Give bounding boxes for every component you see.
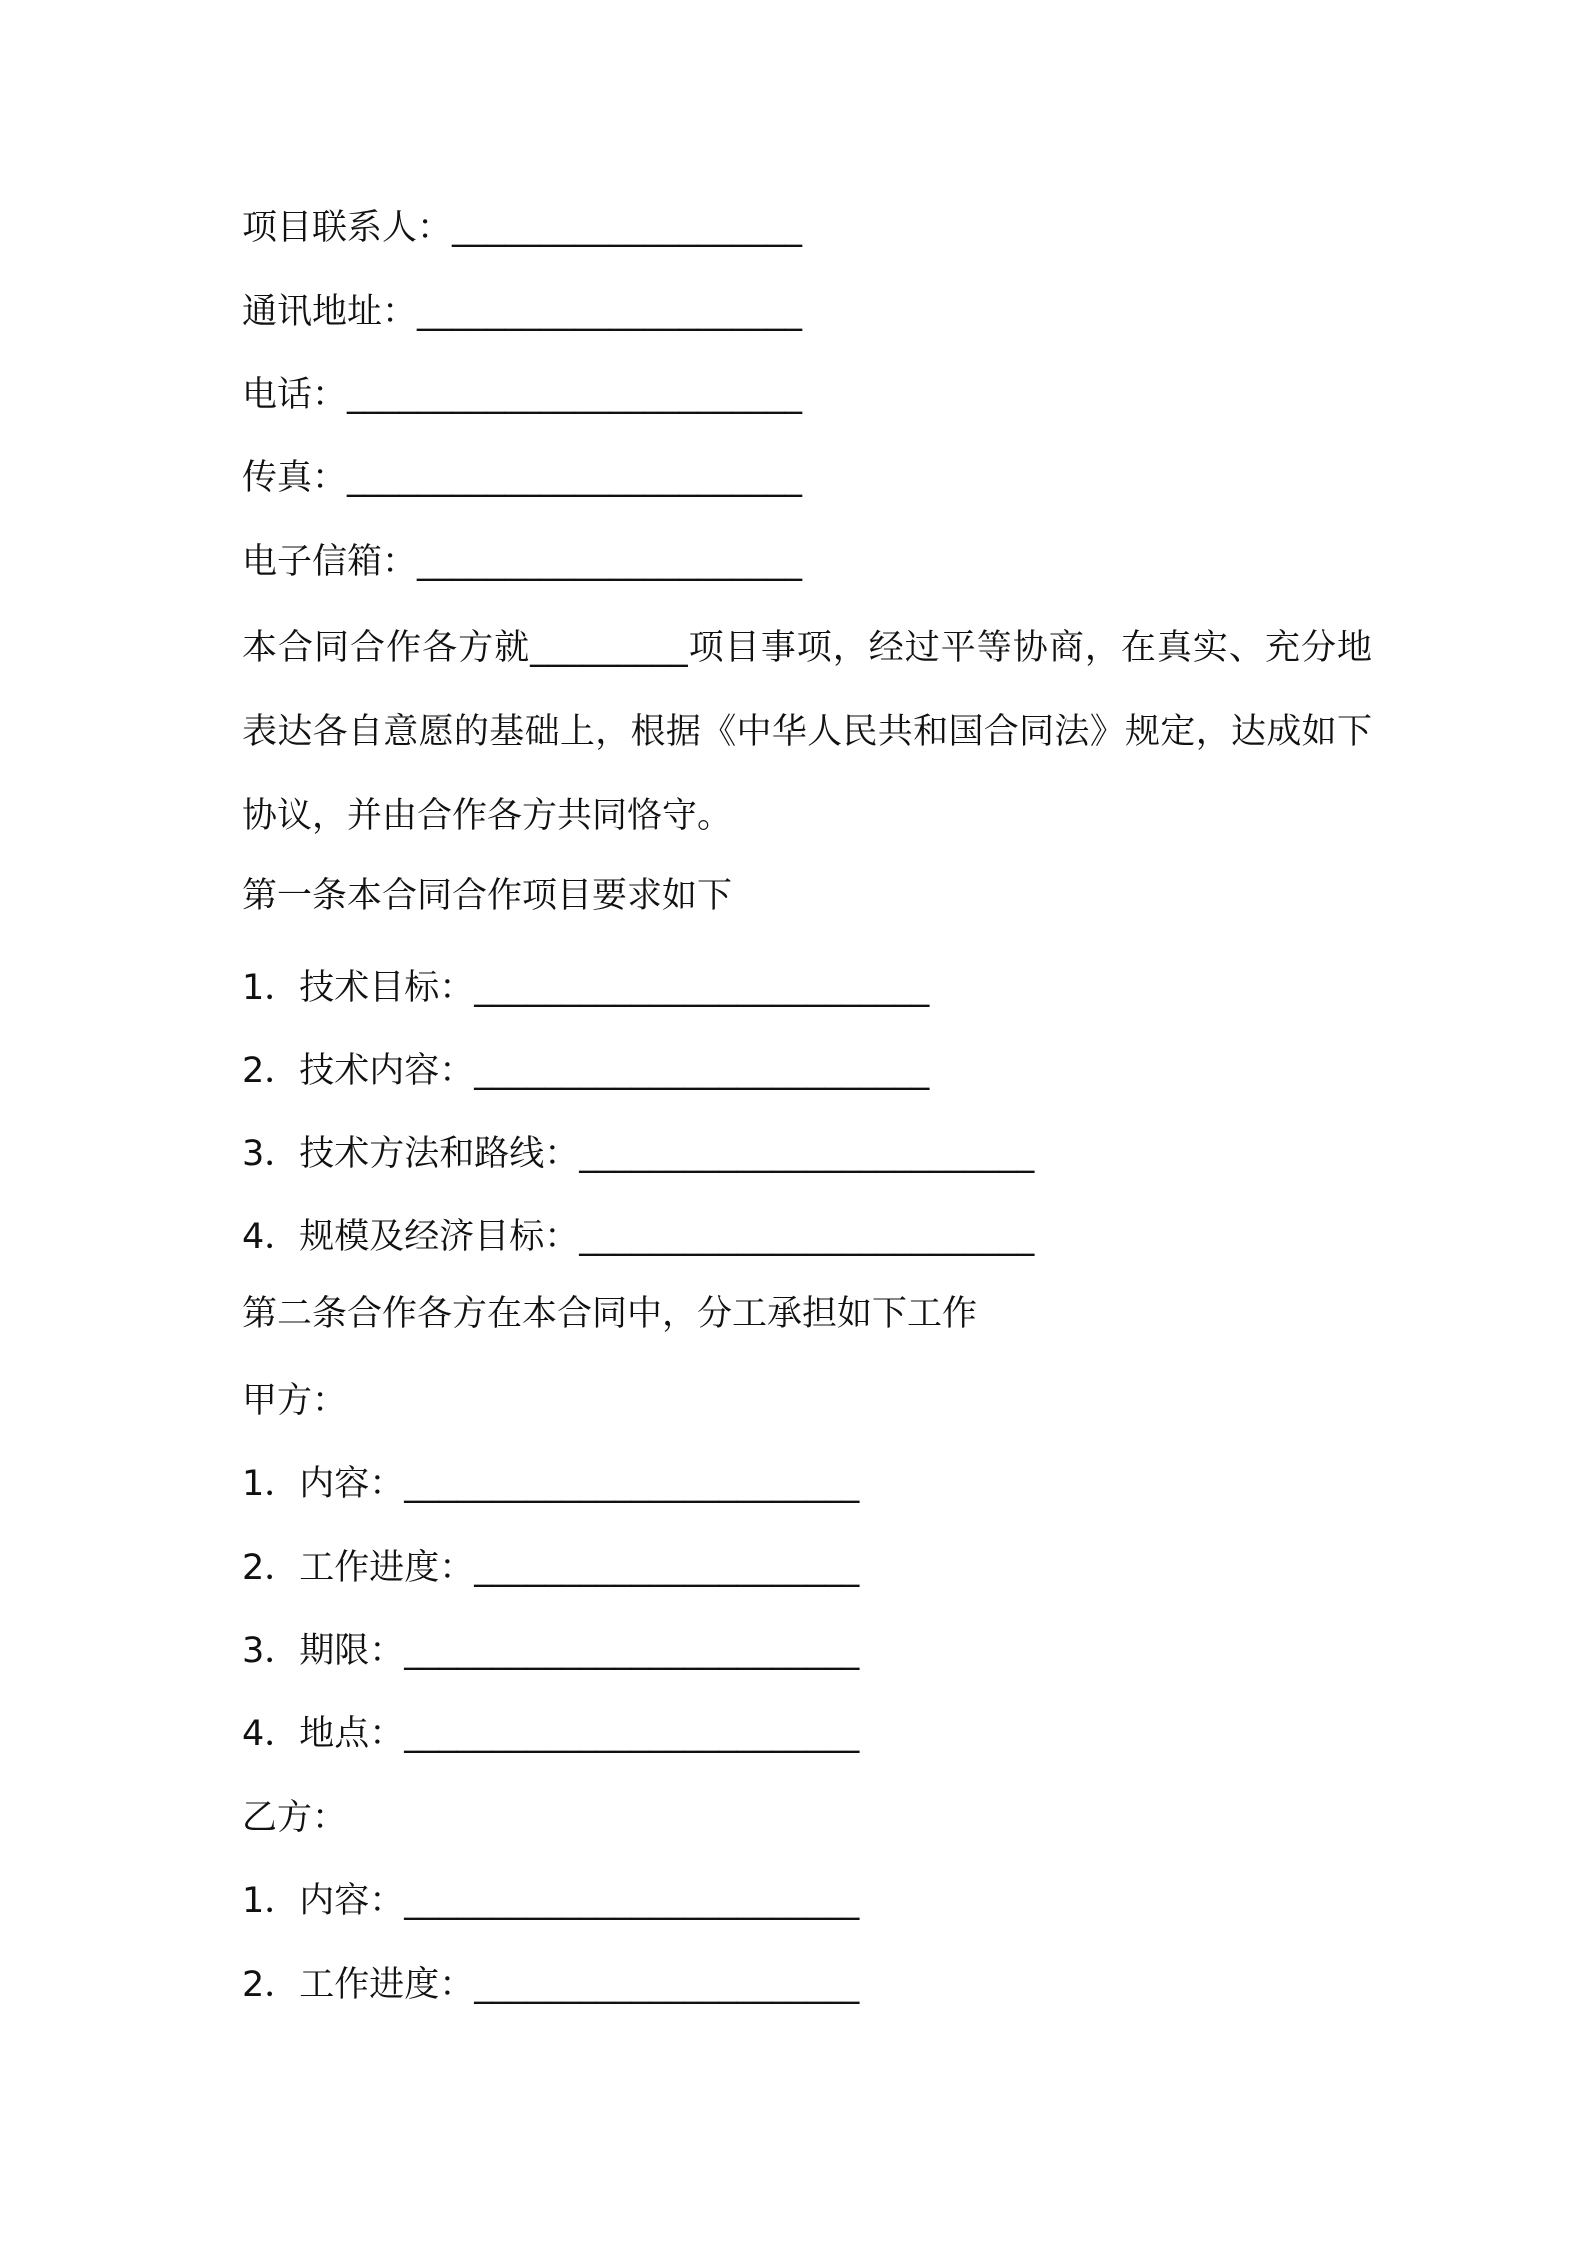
party-a-content-line: 1．内容：__________________________ bbox=[242, 1464, 860, 1504]
telephone-line: 电话：__________________________ bbox=[242, 375, 803, 415]
party-b-content-line: 1．内容：__________________________ bbox=[242, 1881, 860, 1921]
party-a-progress-line: 2．工作进度：______________________ bbox=[242, 1548, 860, 1588]
scale-economic-goal-line: 4．规模及经济目标：__________________________ bbox=[242, 1217, 1035, 1257]
project-contact-line: 项目联系人：____________________ bbox=[242, 208, 803, 248]
party-b-progress-line: 2．工作进度：______________________ bbox=[242, 1965, 860, 2005]
technical-method-line: 3．技术方法和路线：__________________________ bbox=[242, 1134, 1035, 1174]
fax-line: 传真：__________________________ bbox=[242, 458, 803, 498]
party-a-location-line: 4．地点：__________________________ bbox=[242, 1714, 860, 1754]
mailing-address-line: 通讯地址：______________________ bbox=[242, 292, 803, 332]
party-a-term-line: 3．期限：__________________________ bbox=[242, 1631, 860, 1671]
party-a-heading: 甲方： bbox=[242, 1381, 348, 1421]
email-line: 电子信箱：______________________ bbox=[242, 542, 803, 582]
article-two-heading: 第二条合作各方在本合同中，分工承担如下工作 bbox=[242, 1294, 978, 1334]
preamble-paragraph: 本合同合作各方就_________项目事项，经过平等协商，在真实、充分地表达各自意愿的基础上，根据《中华人民共和国合同法》规定，达成如下协议，并由合作各方共同恪守。 bbox=[242, 628, 1372, 836]
article-one-heading: 第一条本合同合作项目要求如下 bbox=[242, 876, 733, 916]
technical-goal-line: 1．技术目标：__________________________ bbox=[242, 968, 930, 1008]
party-b-heading: 乙方： bbox=[242, 1798, 348, 1838]
technical-content-line: 2．技术内容：__________________________ bbox=[242, 1051, 930, 1091]
